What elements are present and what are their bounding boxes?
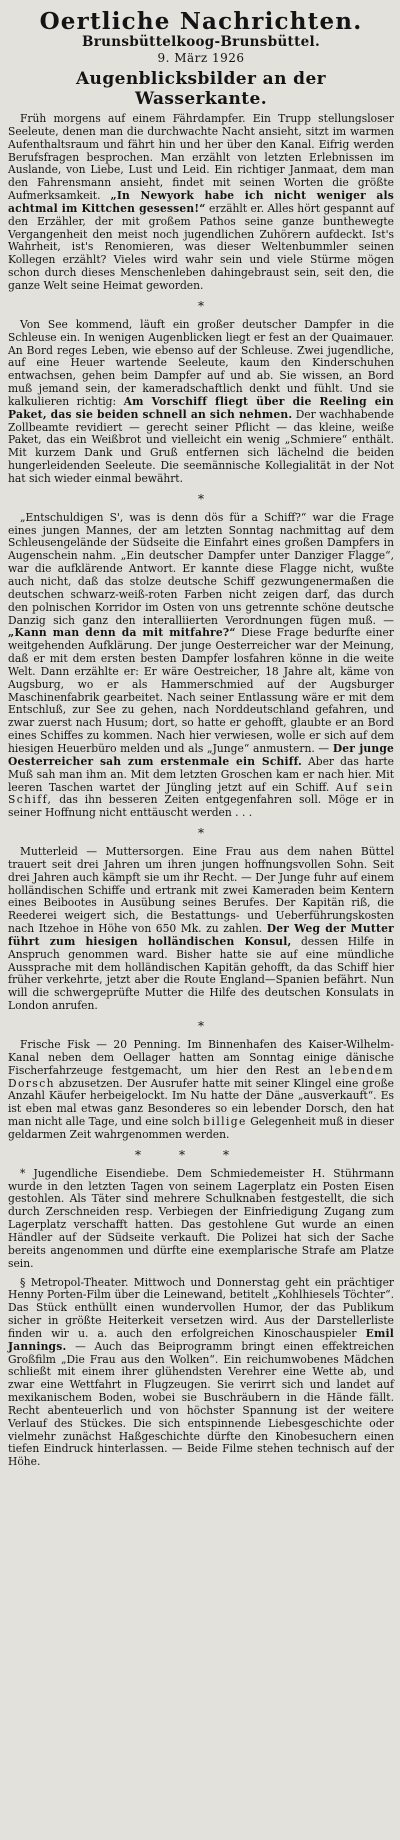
separator: * — [198, 491, 204, 506]
paragraph-mutterleid — [8, 846, 394, 1013]
text-run: dessen Hilfe in Anspruch genommen ward. Bisher hatte sie auf eine mündliche Aussprache mit dem holländischen Kapitän gehofft, da das Schiff hier früher verkehrte, jetzt aber die Route England—Spanien befährt. Nun will die schwergeprüfte Mutter die Hilfe des deutschen Konsulats in London anrufen. — [8, 934, 394, 1013]
separator: * — [198, 826, 204, 841]
masthead — [8, 8, 394, 65]
place-line: Brunsbüttelkoog-Brunsbüttel. — [82, 34, 320, 50]
star: * — [135, 1147, 179, 1162]
star: * — [179, 1147, 223, 1162]
paragraph-danziger-flagge — [8, 512, 394, 820]
article-body — [8, 113, 394, 1469]
bold-phrase: Am Vorschiff fliegt über die Reeling ein Paket, das sie beiden schnell an sich nehmen. — [8, 394, 395, 421]
text-run: — Auch das Beiprogramm bringt einen effektreichen Großfilm „Die Frau aus den Wolken“. Ein reichumwobenes Mädchen schließt mit einem ihrer glühendsten Verehrer eine Wette ab, und zwar eine Wettfahrt in Flugzeugen. Sie verirrt sich und landet auf mexikanischem Boden, wobei sie Buschräubern in die Hände fällt. Recht abenteuerlich und von höchster Spannung ist der weitere Verlauf des Stückes. Die sich entspinnende Liebesgeschichte oder vielmehr zunächst Haßgeschichte dürfte den Kinobesuchern einen tiefen Eindruck hinterlassen. — Beide Filme stehen technisch auf der Höhe. — [8, 1339, 394, 1469]
separator: * — [198, 298, 204, 313]
text-run: „Entschuldigen S', was is denn dös für a Schiff?“ war die Frage eines jungen Mannes, der am letzten Sonntag nachmittag auf dem Schleusengelände der Südseite die Einfahrt eines großen Dampfers in Augenschein nahm. „Ein deutscher Dampfer unter Danziger Flagge“, war die aufklärende Antwort. Er kannte diese Flagge nicht, wußte auch nicht, daß das stolze deutsche Schiff gezwungenermaßen die deutschen schwarz-weiß-roten Farben nicht zeigen darf, das durch den polnischen Korridor im Osten von uns getrennte schöne deutsche Danzig sich ganz den interalliierten Verordnungen fügen muß. — — [8, 510, 394, 627]
bold-name: Emil Jannings. — [8, 1326, 394, 1353]
bold-quote: „Kann man denn da mit mitfahre?“ — [8, 626, 236, 640]
paragraph-schleuse — [8, 319, 394, 486]
date-line: 9. März 1926 — [157, 51, 245, 65]
text-run: erzählt er. Alles hört gespannt auf den Erzähler, der mit großem Pathos seine ganze bunthewegte Vergangenheit den meist noch jugendlichen Zuhörern aufdeckt. Ist's Wahrheit, ist's Renomieren, was dieser Weltenbummler seinen Kollegen erzählt? Vieles wird wahr sein und viele Stürme mögen schon durch dieses Menschenleben dahingebraust sein, seit den, die ganze Welt seine Heimat geworden. — [8, 201, 394, 292]
bold-quote: „In Newyork habe ich nicht weniger als achtmal im Kittchen gesessen!“ — [8, 189, 394, 215]
text-run: Früh morgens auf einem Fährdampfer. Ein Trupp stellungsloser Seeleute, denen man die durchwachte Nacht ansieht, sitzt im warmen Aufenthaltsraum und fährt hin und her über den Kanal. Eifrig werden Berufsfragen besprochen. Man erzählt von letzten Erlebnissen im Auslande, von Liebe, Lust und Leid. Ein richtiger Janmaat, dem man den Fahrensmann ansieht, findet mit seinen Worten die größte Aufmerksamkeit. — [8, 112, 394, 203]
article-title: Augenblicksbilder an der Wasserkante. — [75, 69, 327, 109]
text-run: Gelegenheit muß in dieser geldarmen Zeit wahrgenommen werden. — [8, 1115, 394, 1141]
text-run: Von See kommend, läuft ein großer deutscher Dampfer in die Schleuse ein. In wenigen Augenblicken liegt er fest an der Quaimauer. An Bord reges Leben, wie ebenso auf der Schleuse. Zwei jugendliche, auf eine Heuer wartende Seeleute, kaum den Kinderschuhen entwachsen, gehen beim Dampfer auf und ab. Sie wissen, an Bord muß jemand sein, der kameradschaftlich denkt und fühlt. Und sie kalkulieren richtig: — [8, 317, 394, 408]
bold-phrase: Der junge Oesterreicher sah zum erstenmale ein Schiff. — [8, 741, 395, 768]
text-run: das ihn besseren Zeiten entgegenfahren soll. Möge er in seiner Hoffnung nicht enttäuscht werden . . . — [8, 793, 394, 820]
text-run: § Metropol-Theater. Mittwoch und Donnerstag geht ein prächtiger Henny Porten-Film über die Leinewand, betitelt „Kohlhiesels Töchter“. Das Stück enthüllt einen wundervollen Humor, der das Publikum sicher in größte Heiterkeit versetzen wird. Aus der Darstellerliste finden wir u. a. auch den erfolgreichen Kinoschauspieler — [8, 1275, 394, 1340]
text-run: Mutterleid — Muttersorgen. Eine Frau aus dem nahen Büttel trauert seit drei Jahren um ihren jungen hoffnungsvollen Sohn. Seit drei Jahren auch kämpft sie um ihr Recht. — Der Junge fuhr auf einem holländischen Schiffe und ertrank mit zwei Kameraden beim Kentern eines Beibootes in Ausübung seines Berufes. Der Kapitän riß, die Reederei weigert sich, die Bestattungs- und Ueberführungskosten nach Itzehoe in Höhe von 650 Mk. zu zahlen. — [8, 845, 394, 936]
spaced-phrase: Auf sein Schiff, — [8, 780, 394, 807]
separator-triple — [8, 1149, 394, 1161]
spaced-phrase: billige — [203, 1115, 247, 1129]
paragraph-eisendiebe — [8, 1168, 394, 1271]
text-run: Frische Fisk — 20 Penning. Im Binnenhafen des Kaiser-Wilhelm-Kanal neben dem Oellager hatten am Sonntag einige dänische Fischerfahrzeuge festgemacht, um hier den Rest an — [8, 1038, 394, 1077]
paragraph-metropol-theater — [8, 1277, 394, 1470]
paragraph-faehrdampfer — [8, 113, 394, 293]
text-run: abzusetzen. Der Ausrufer hatte mit seiner Klingel eine große Anzahl Käufer herbeigelockt. Im Nu hatte der Däne „ausverkauft“. Es ist eben mal etwas ganz Besonderes so ein lebender Dorsch, den hat man nicht alle Tage, und eine solch — [8, 1076, 394, 1129]
text-run: * Jugendliche Eisendiebe. Dem Schmiedemeister H. Stührmann wurde in den letzten Tagen von seinem Lagerplatz ein Posten Eisen gestohlen. Als Täter sind mehrere Schulknaben festgestellt, die sich durch Zerschneiden resp. Verbiegen der Einfriedigung Zugang zum Lagerplatz verschafft hatten. Das gestohlene Gut wurde an einen Händler auf der Südseite verkauft. Die Polizei hat sich der Sache bereits angenommen und dürfte eine exemplarische Strafe am Platze sein. — [8, 1166, 394, 1270]
paragraph-frische-fisk — [8, 1039, 394, 1142]
text-run: Der wachhabende Zollbeamte revidiert — gerecht seiner Pflicht — das kleine, weiße Paket, das ein Weißbrot und vielleicht ein wenig „Schmiere“ enthält. Mit kurzem Dank und Gruß entfernen sich lächelnd die beiden hungerleidenden Seeleute. Die seemännische Kollegialität in der Not hat sich wieder einmal bewährt. — [8, 407, 394, 485]
section-heading: Oertliche Nachrichten. — [39, 8, 363, 35]
text-run: Aber das harte Muß sah man ihm an. Mit dem letzten Groschen kam er nach hier. Mit leeren Taschen wartet der Jüngling jetzt auf ein Schiff. — [8, 754, 394, 794]
star: * — [223, 1147, 267, 1162]
separator: * — [198, 1019, 204, 1033]
bold-phrase: Der Weg der Mutter führt zum hiesigen holländischen Konsul, — [8, 922, 394, 948]
text-run: Diese Frage bedurfte einer weitgehenden Aufklärung. Der junge Oesterreicher war der Meinung, daß er mit dem ersten besten Dampfer losfahren könne in die weite Welt. Dann erzählte er: Er wäre Oestreicher, 18 Jahre alt, käme von Augsburg, wo er als Hammerschmied auf der Augsburger Maschinenfabrik gearbeitet. Nach seiner Entlassung wäre er mit dem Entschluß, zur See zu gehen, nach Norddeutschland gefahren, und zwar zuerst nach Husum; dort, so hatte er gehofft, glaubte er an Bord eines Schiffes zu kommen. Nach hier verwiesen, wolle er sich auf dem hiesigen Heuerbüro melden und als „Junge“ anmustern. — — [8, 626, 394, 755]
spaced-phrase: lebendem Dorsch — [8, 1063, 394, 1090]
